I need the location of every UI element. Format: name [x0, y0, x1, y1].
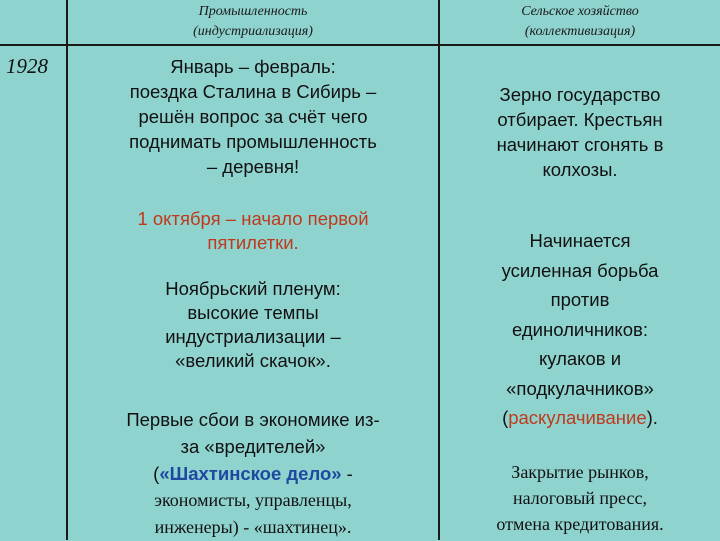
dash: - [341, 463, 353, 484]
text-line: усиленная борьба [501, 259, 659, 281]
header-industry-subtitle: (индустриализация) [193, 24, 313, 39]
text-line: высокие темпы [187, 302, 319, 323]
right-block-struggle [440, 226, 720, 433]
header-agriculture-title: Сельское хозяйство [521, 4, 639, 19]
text-line: Ноябрьский пленум: [165, 278, 341, 299]
dekulakization-highlight: раскулачивание [508, 407, 647, 428]
right-block-grain [440, 82, 720, 182]
text-line: поднимать промышленность [129, 131, 377, 152]
header-industry [68, 2, 438, 44]
year-label: 1928 [6, 54, 48, 78]
paren-open: ( [502, 407, 509, 428]
text-line: «великий скачок». [175, 350, 331, 371]
header-divider [0, 44, 720, 46]
text-line: поездка Сталина в Сибирь – [129, 81, 377, 102]
header-industry-title: Промышленность [198, 4, 308, 19]
text-line: 1 октября – начало первой [137, 208, 369, 229]
right-block-markets [440, 459, 720, 537]
text-line: инженеры) - «шахтинец». [154, 517, 352, 537]
text-line [68, 460, 438, 487]
text-line: Первые сбои в экономике из- [126, 409, 380, 430]
text-line: налоговый пресс, [513, 488, 647, 508]
text-line: Зерно государство [499, 84, 661, 105]
text-line: Начинается [529, 230, 631, 251]
text-line: колхозы. [542, 159, 618, 180]
text-line: за «вредителей» [180, 436, 326, 457]
header-agriculture [440, 2, 720, 44]
header-agriculture-subtitle: (коллективизация) [524, 24, 636, 39]
left-block-stalin-trip [68, 54, 438, 179]
text-line: решён вопрос за счёт чего [138, 106, 368, 127]
shakhty-case-highlight: «Шахтинское дело» [159, 463, 342, 484]
text-line: пятилетки. [207, 232, 299, 253]
text-line: начинают сгонять в [496, 134, 664, 155]
text-line: индустриализации – [165, 326, 341, 347]
text-line: отмена кредитования. [496, 514, 664, 534]
left-block-november-plenum [68, 277, 438, 373]
paren-close: ). [646, 407, 658, 428]
text-line [440, 403, 720, 433]
text-line: экономисты, управленцы, [154, 490, 352, 510]
text-line: кулаков и [538, 348, 622, 369]
paren-open: ( [153, 463, 160, 484]
text-line: «подкулачников» [506, 377, 654, 399]
left-block-five-year-plan [68, 207, 438, 255]
text-line: против [550, 289, 610, 310]
text-line: – деревня! [206, 156, 300, 177]
text-line: Закрытие рынков, [511, 462, 649, 482]
text-line: отбирает. Крестьян [497, 109, 663, 130]
text-line: единоличников: [512, 318, 648, 340]
text-line: Январь – февраль: [170, 56, 336, 77]
left-block-shakhty [68, 406, 438, 541]
